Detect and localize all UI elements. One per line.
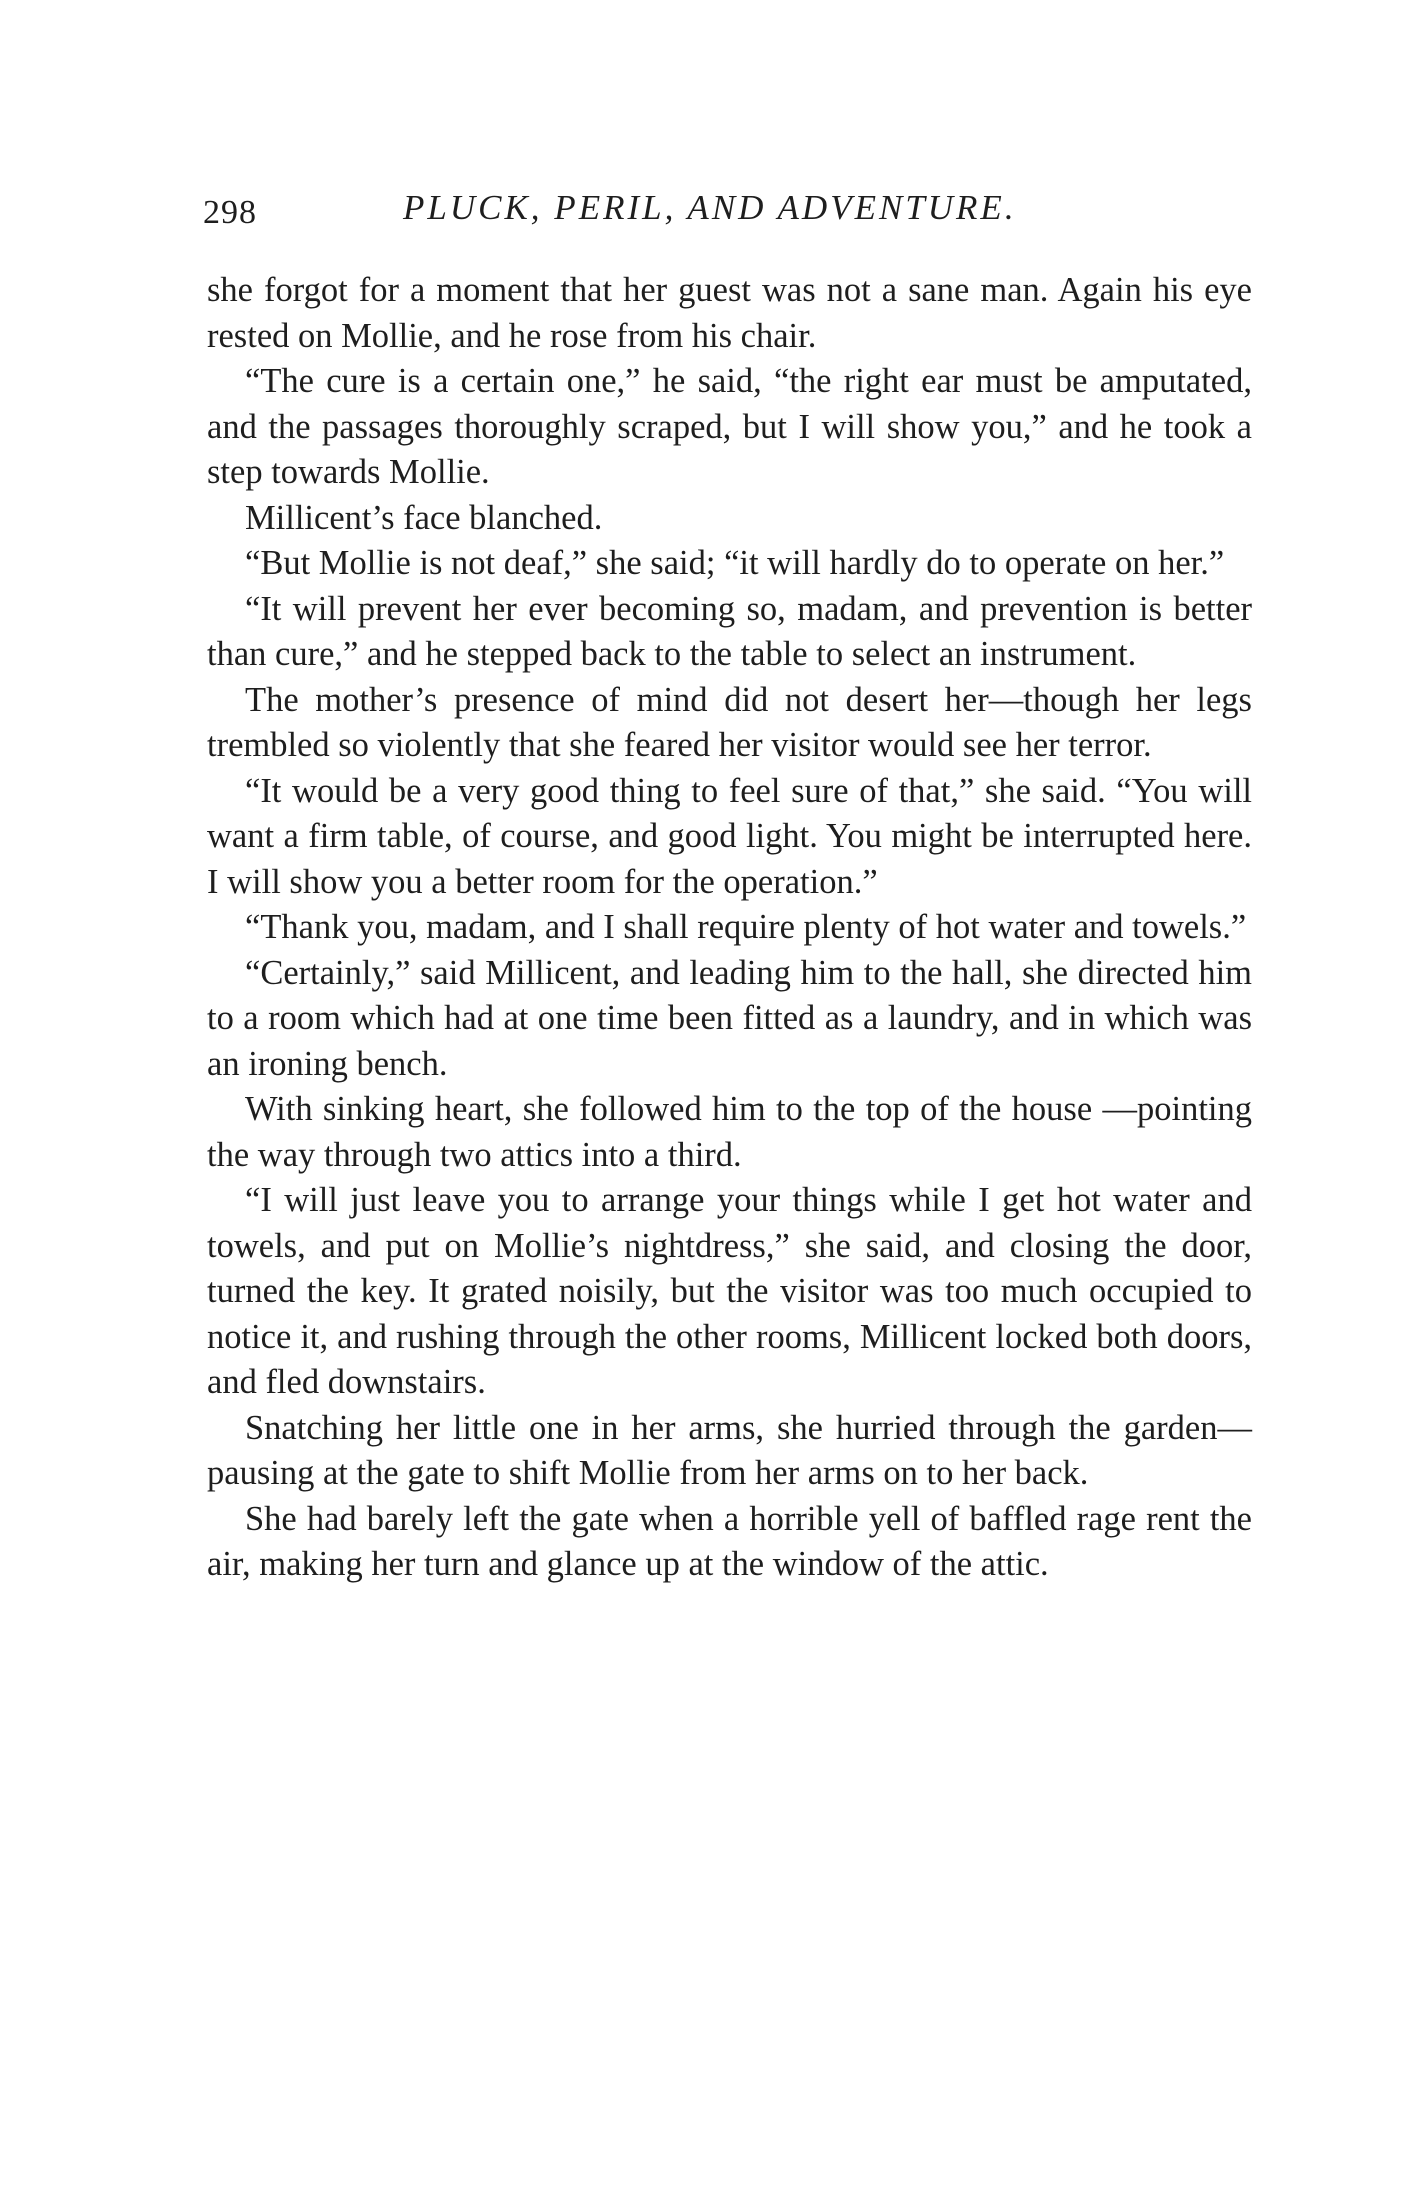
paragraph: “I will just leave you to arrange your things while I get hot water and towels, and put on Mollie’s nightdress,” she said, and closing the door, turned the key. It grated noisily, but the visitor was too much occupied to notice it, and rushing through the other rooms, Millicent locked both doors, and fled downstairs. [207,1181,1252,1401]
paragraph: “Certainly,” said Millicent, and leading him to the hall, she directed him to a room which had at one time been fitted as a laundry, and in which was an ironing bench. [207,953,1252,1083]
paragraph: “The cure is a certain one,” he said, “the right ear must be amputated, and the passages thoroughly scraped, but I will show you,” and he took a step towards Mollie. [207,362,1252,491]
paragraph: Millicent’s face blanched. [245,498,603,537]
paragraph: “It would be a very good thing to feel sure of that,” she said. “You will want a firm table, of course, and good light. You might be interrupted here. I will show you a better room for the operation.” [207,771,1252,901]
body-text [207,268,1252,1588]
paragraph: With sinking heart, she followed him to the top of the house —pointing the way through two attics into a third. [207,1090,1252,1174]
paragraph: She had barely left the gate when a horrible yell of baffled rage rent the air, making her turn and glance up at the window of the attic. [207,1499,1252,1583]
paragraph: Snatching her little one in her arms, she hurried through the garden—pausing at the gate to shift Mollie from her arms on to her back. [207,1408,1252,1492]
running-head [203,188,1256,238]
paragraph: “It will prevent her ever becoming so, madam, and prevention is better than cure,” and he stepped back to the table to select an instrument. [207,589,1252,673]
paragraph: “Thank you, madam, and I shall require plenty of hot water and towels.” [245,908,1247,946]
paragraph: The mother’s presence of mind did not desert her—though her legs trembled so violently that she feared her visitor would see her terror. [207,680,1252,764]
running-title: PLUCK, PERIL, AND ADVENTURE. [403,188,1017,227]
paragraph: “But Mollie is not deaf,” she said; “it will hardly do to operate on her.” [245,544,1225,582]
page-number: 298 [203,194,257,231]
paragraph: she forgot for a moment that her guest was not a sane man. Again his eye rested on Mollie, and he rose from his chair. [207,271,1252,355]
